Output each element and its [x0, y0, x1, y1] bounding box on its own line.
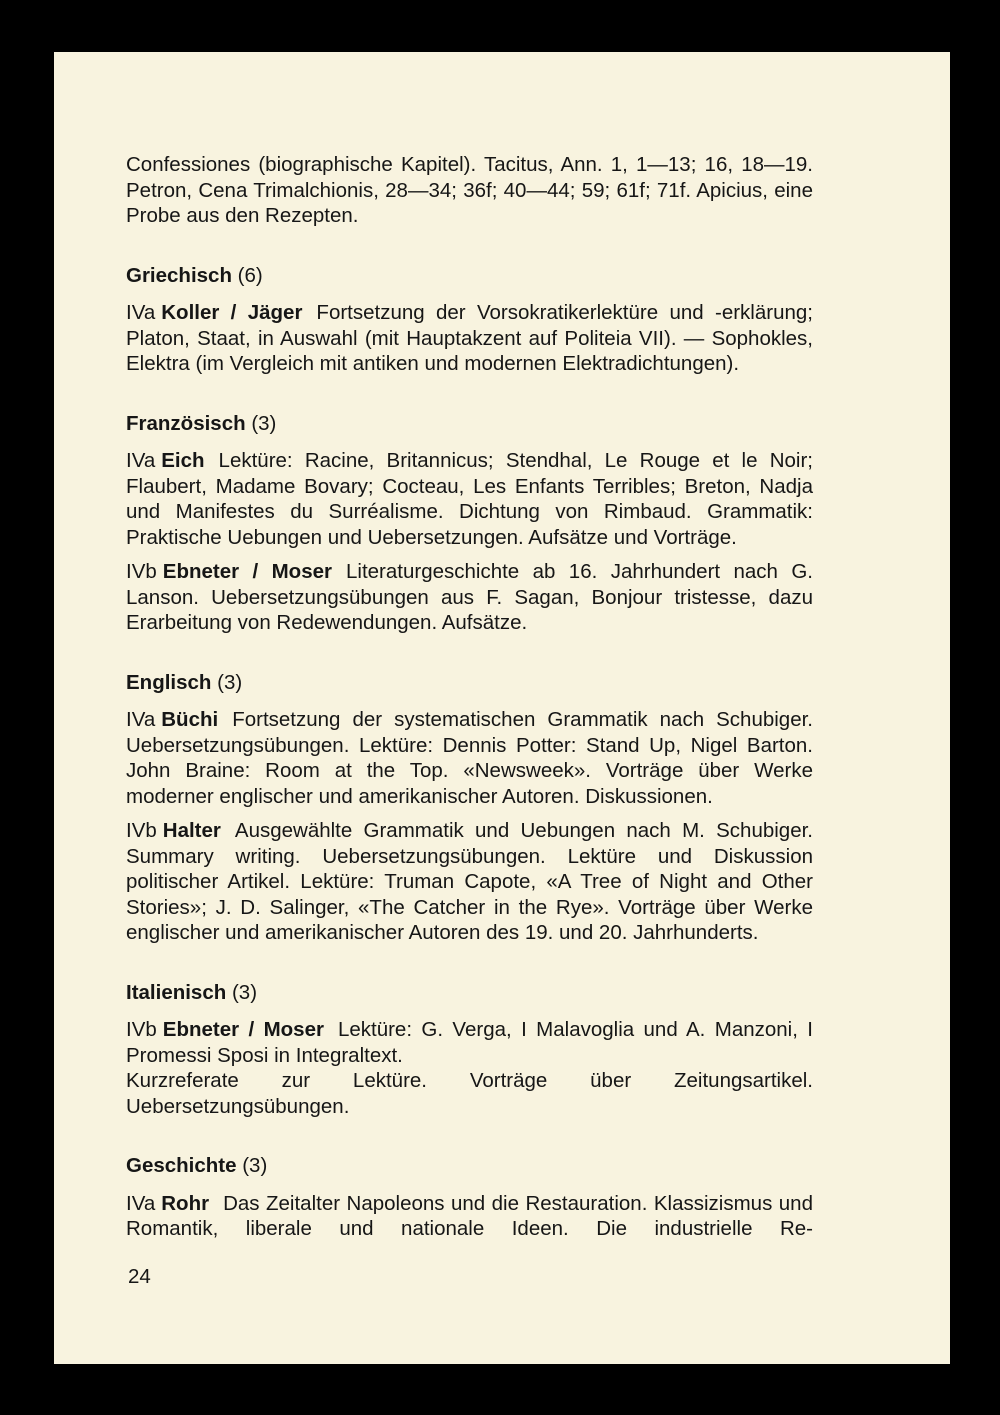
section-griechisch: [126, 263, 813, 377]
document-page: [54, 52, 950, 1364]
course-entry: [126, 559, 813, 636]
section-heading: [126, 1153, 813, 1179]
teacher-name: Halter: [162, 819, 221, 842]
course-entry: [126, 300, 813, 377]
class-label: IVa: [126, 708, 156, 731]
course-entry: [126, 818, 813, 946]
course-continuation: Kurzreferate zur Lektüre. Vorträge über Zeitungsartikel. Uebersetzungsübungen.: [126, 1069, 813, 1118]
section-franzoesisch: [126, 411, 813, 636]
teacher-name: Büchi: [161, 708, 219, 731]
section-geschichte: [126, 1153, 813, 1242]
subject-hours: (3): [217, 670, 243, 694]
class-label: IVa: [126, 301, 156, 324]
subject-hours: (3): [231, 980, 258, 1004]
class-label: IVb: [126, 1018, 157, 1041]
course-description: Fortsetzung der systematischen Grammatik nach Schubiger. Uebersetzungsübungen. Lektüre: Dennis Potter: Stand Up, Nigel Barton. John Braine: Room at the Top. «Newsweek». Vorträge über Werke moderner englischer und amerikanischer Autoren. Diskussionen.: [126, 708, 813, 808]
subject-hours: (6): [237, 263, 263, 287]
course-entry: [126, 1191, 813, 1242]
section-heading: [126, 411, 813, 437]
course-description: Das Zeitalter Napoleons und die Restauration. Klassizismus und Romantik, liberale und nationale Ideen. Die industrielle Re-: [126, 1191, 813, 1240]
course-entry: [126, 707, 813, 809]
course-description: Ausgewählte Grammatik und Uebungen nach M. Schubiger. Summary writing. Uebersetzungsübungen. Lektüre und Diskussion politischer Artikel. Lektüre: Truman Capote, «A Tree of Night and Other Stories»; J. D. Salinger, «The Catcher in the Rye». Vorträge über Werke englischer und amerikanischer Autoren des 19. und 20. Jahrhunderts.: [126, 819, 813, 944]
course-entry: [126, 1017, 813, 1068]
page-content: [126, 152, 813, 1251]
section-italienisch: [126, 980, 813, 1120]
course-description: Lektüre: Racine, Britannicus; Stendhal, Le Rouge et le Noir; Flaubert, Madame Bovary; Cocteau, Les Enfants Terribles; Breton, Nadja und Manifestes du Surréalisme. Dichtung von Rimbaud. Grammatik: Praktische Uebungen und Uebersetzungen. Aufsätze und Vorträge.: [126, 449, 813, 549]
page-number: 24: [128, 1265, 151, 1288]
teacher-name: Ebneter / Moser: [162, 1018, 324, 1041]
course-description: Literaturgeschichte ab 16. Jahrhundert nach G. Lanson. Uebersetzungsübungen aus F. Sagan, Bonjour tristesse, dazu Erarbeitung von Redewendungen. Aufsätze.: [126, 560, 813, 634]
course-description: Fortsetzung der Vorsokratikerlektüre und -erklärung; Platon, Staat, in Auswahl (mit Hauptakzent auf Politeia VII). — Sophokles, Elektra (im Vergleich mit antiken und modernen Elektradichtungen).: [126, 301, 813, 375]
intro-paragraph: Confessiones (biographische Kapitel). Tacitus, Ann. 1, 1—13; 16, 18—19. Petron, Cena Trimalchionis, 28—34; 36f; 40—44; 59; 61f; 71f. Apicius, eine Probe aus den Rezepten.: [126, 153, 813, 227]
subject-name: Englisch: [126, 670, 212, 694]
section-heading: [126, 670, 813, 696]
course-entry: [126, 448, 813, 550]
section-englisch: [126, 670, 813, 946]
section-heading: [126, 980, 813, 1006]
subject-hours: (3): [251, 411, 277, 435]
subject-hours: (3): [242, 1154, 268, 1177]
subject-name: Italienisch: [126, 980, 227, 1004]
teacher-name: Ebneter / Moser: [162, 560, 332, 583]
teacher-name: Eich: [161, 449, 205, 472]
class-label: IVa: [126, 1191, 156, 1215]
subject-name: Griechisch: [126, 263, 232, 287]
teacher-name: Koller / Jäger: [161, 301, 303, 324]
class-label: IVa: [126, 449, 156, 472]
subject-name: Geschichte: [126, 1154, 237, 1177]
class-label: IVb: [126, 819, 157, 842]
course-description: Lektüre: G. Verga, I Malavoglia und A. Manzoni, I Promessi Sposi in Integraltext.: [126, 1018, 813, 1067]
subject-name: Französisch: [126, 411, 246, 435]
section-heading: [126, 263, 813, 289]
class-label: IVb: [126, 560, 157, 583]
teacher-name: Rohr: [161, 1191, 210, 1215]
